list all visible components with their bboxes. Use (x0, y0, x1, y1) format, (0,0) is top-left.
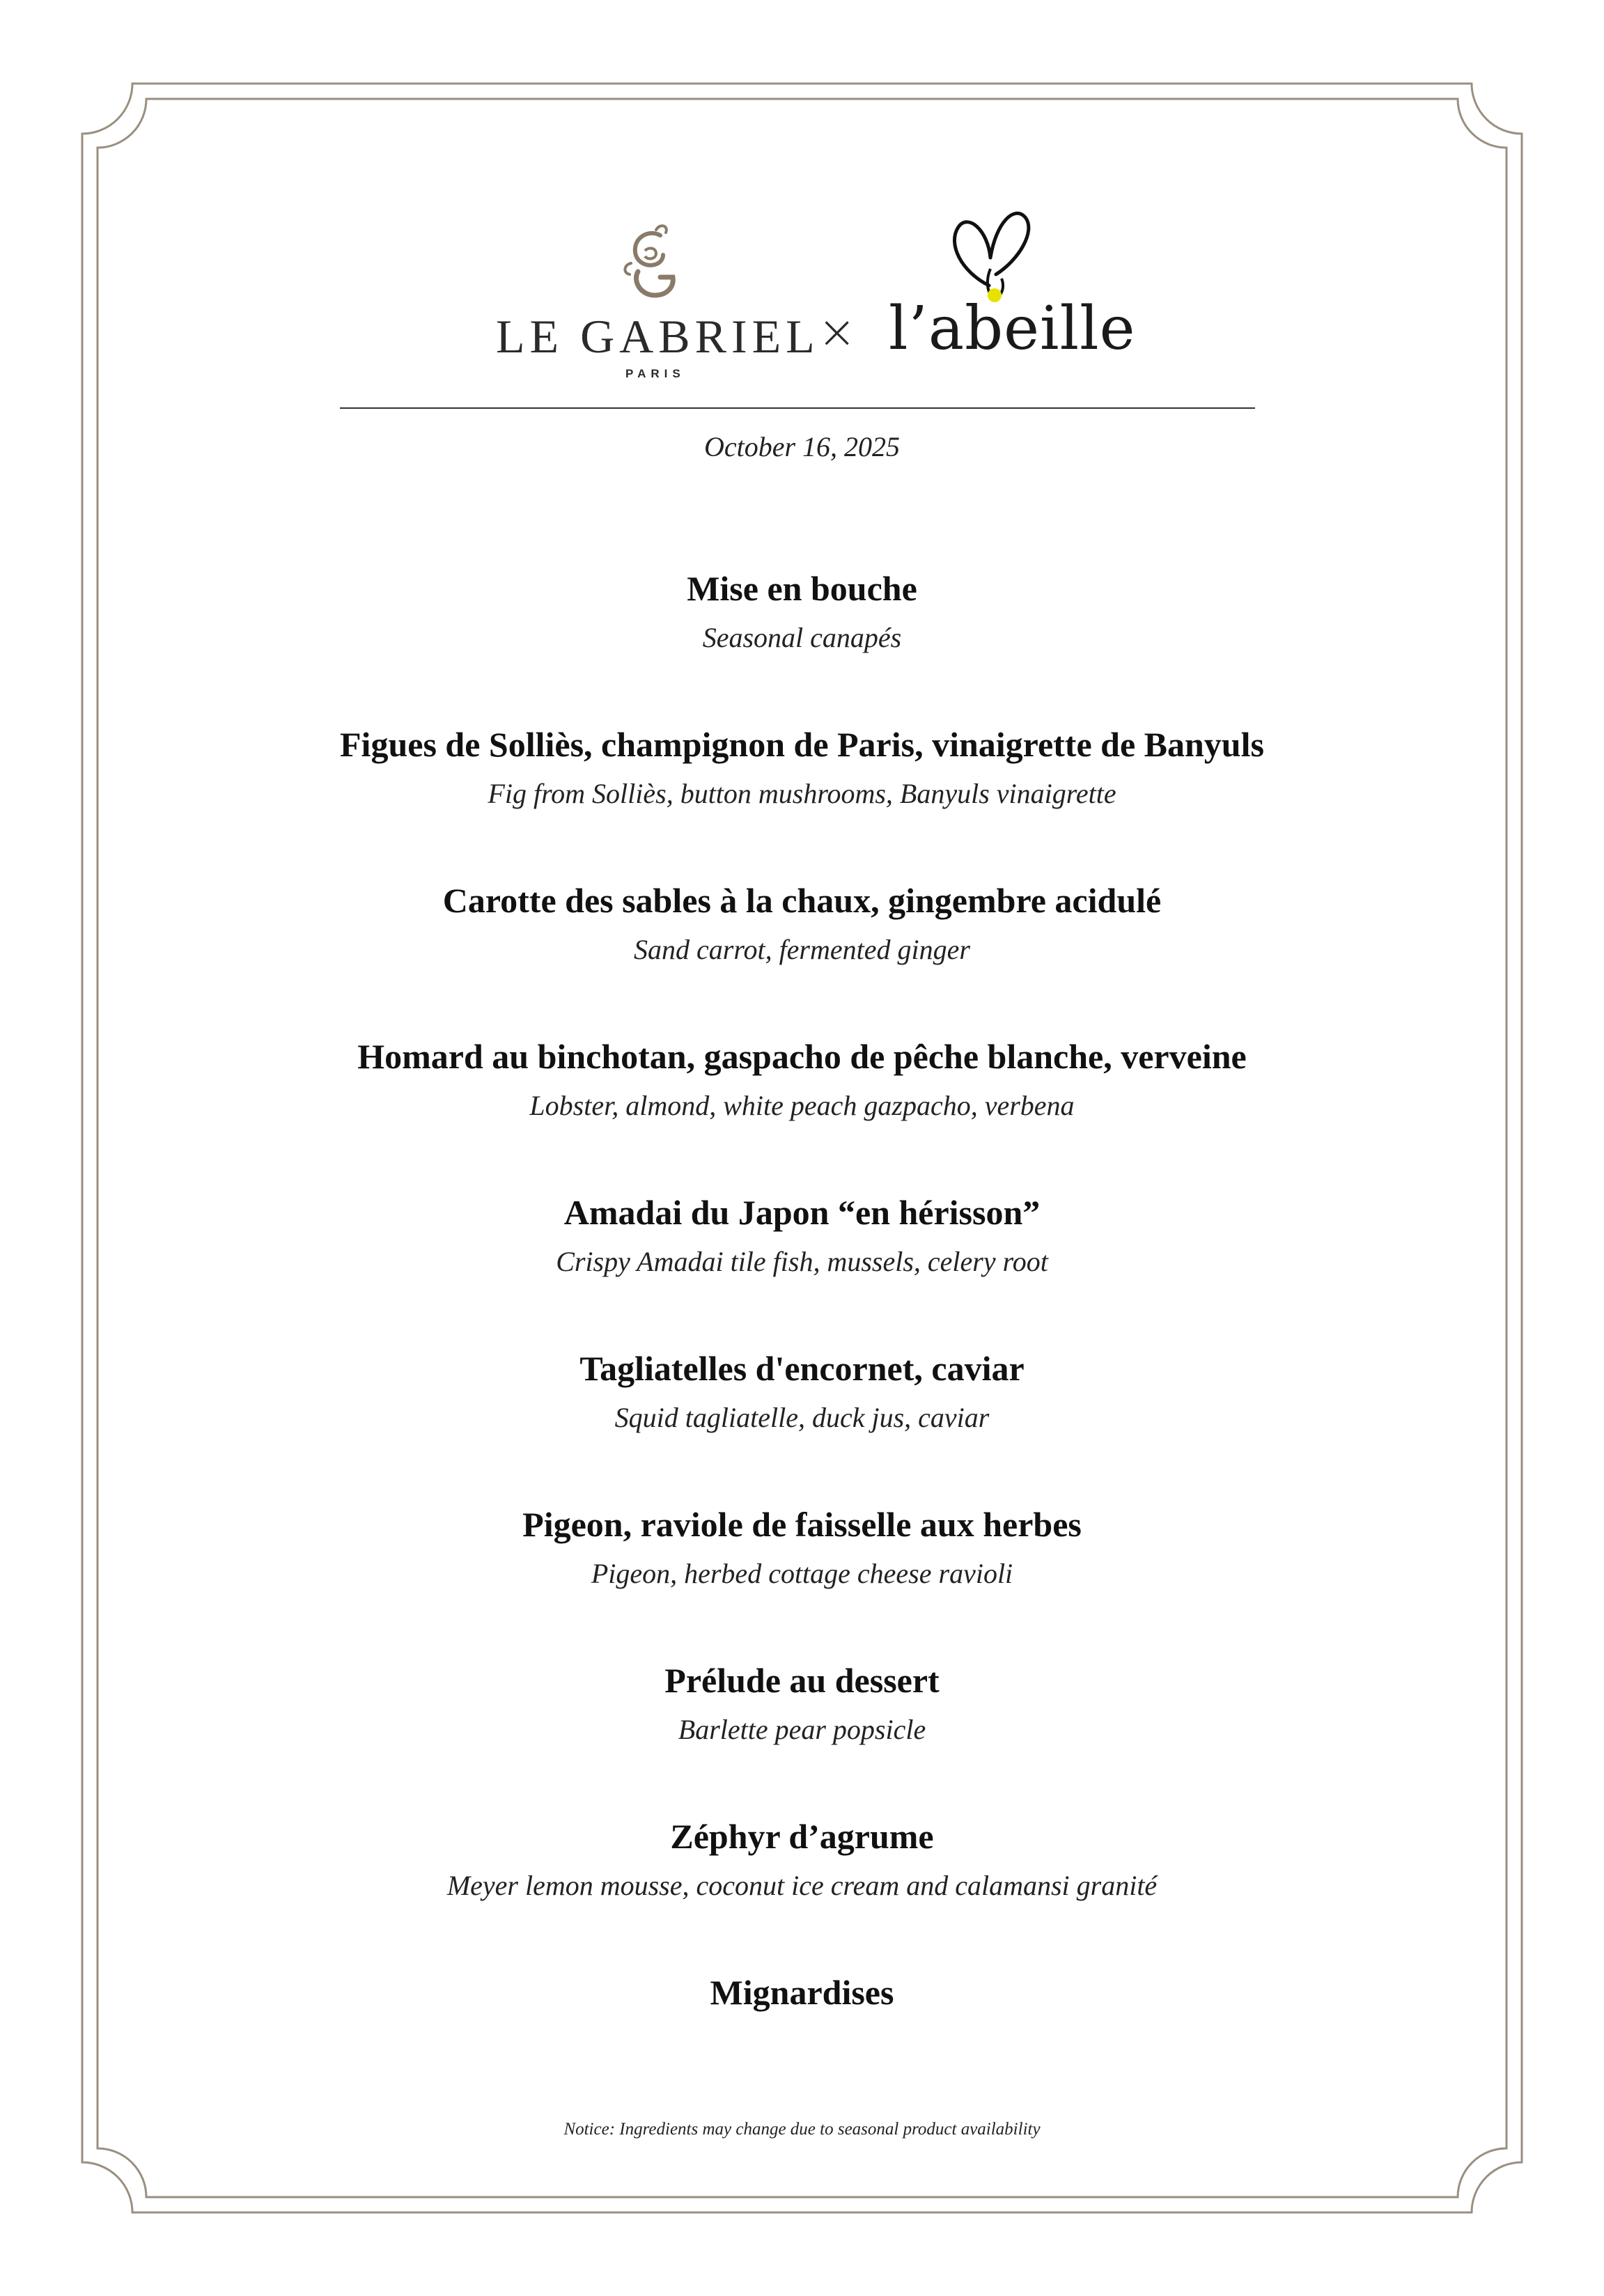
course-description: Crispy Amadai tile fish, mussels, celery root (556, 1246, 1048, 1277)
menu-date: October 16, 2025 (703, 431, 901, 462)
brand-le-gabriel: LE GABRIEL (496, 310, 820, 363)
brand-paris-subtitle: PARIS (625, 367, 685, 380)
course-title: Tagliatelles d'encornet, caviar (579, 1349, 1025, 1388)
brand-labeille: l’abeille (889, 294, 1136, 364)
course-item (0, 876, 1604, 1032)
course-description: Pigeon, herbed cottage cheese ravioli (591, 1558, 1013, 1589)
brand-separator: × (818, 305, 857, 359)
course-description: Fig from Solliès, button mushrooms, Banyuls vinaigrette (488, 778, 1116, 809)
bee-icon (947, 202, 1038, 306)
course-item (0, 1500, 1604, 1656)
course-title: Carotte des sables à la chaux, gingembre acidulé (442, 881, 1162, 920)
course-title: Mignardises (710, 1973, 894, 2012)
course-description: Seasonal canapés (702, 622, 902, 653)
course-description: Meyer lemon mousse, coconut ice cream and calamansi granité (446, 1870, 1158, 1901)
course-item (0, 1188, 1604, 1344)
course-description: Squid tagliatelle, duck jus, caviar (614, 1402, 990, 1433)
course-item (0, 1968, 1604, 2124)
course-description: Sand carrot, fermented ginger (634, 934, 970, 965)
course-title: Amadai du Japon “en hérisson” (563, 1193, 1041, 1232)
course-item (0, 564, 1604, 720)
menu-header (0, 202, 1604, 411)
header-divider (340, 407, 1255, 409)
course-description: Barlette pear popsicle (678, 1714, 926, 1745)
seasonal-notice: Notice: Ingredients may change due to seasonal product availability (563, 2120, 1041, 2139)
course-item (0, 1032, 1604, 1188)
course-title: Pigeon, raviole de faisselle aux herbes (522, 1505, 1082, 1544)
course-description: Lobster, almond, white peach gazpacho, verbena (529, 1090, 1075, 1121)
course-item (0, 720, 1604, 876)
course-list (0, 564, 1604, 2124)
course-title: Mise en bouche (687, 569, 917, 608)
course-item (0, 1812, 1604, 1968)
ornate-g-emblem-icon (617, 223, 687, 306)
course-item (0, 1656, 1604, 1812)
course-title: Prélude au dessert (664, 1661, 940, 1700)
course-title: Homard au binchotan, gaspacho de pêche blanche, verveine (357, 1037, 1247, 1076)
course-title: Zéphyr d’agrume (670, 1817, 934, 1856)
course-title: Figues de Solliès, champignon de Paris, vinaigrette de Banyuls (340, 725, 1264, 764)
course-item (0, 1344, 1604, 1500)
